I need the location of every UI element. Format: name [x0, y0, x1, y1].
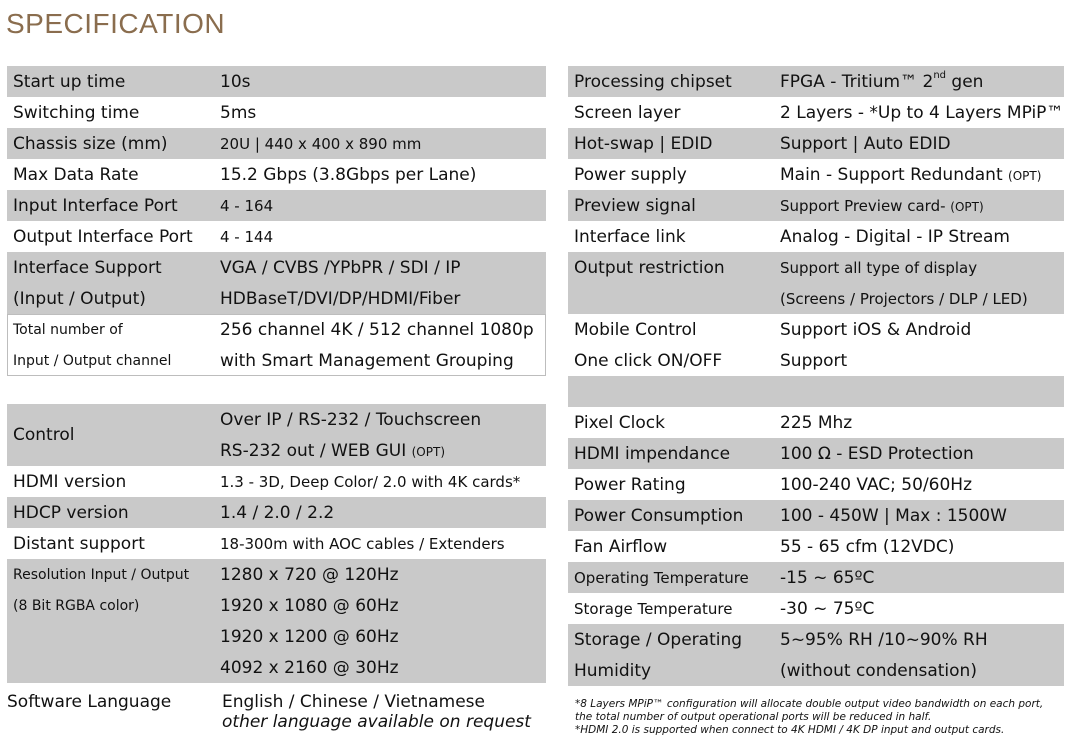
spec-value: Over IP / RS-232 / Touchscreen	[214, 404, 546, 435]
table-row	[7, 190, 546, 221]
spec-label: Max Data Rate	[7, 159, 214, 190]
spec-label: HDMI version	[7, 466, 214, 497]
table-row	[568, 500, 1064, 531]
spec-value: 2 Layers - *Up to 4 Layers MPiP™	[774, 97, 1064, 128]
spec-label: HDMI impendance	[568, 438, 774, 469]
table-row	[568, 190, 1064, 221]
table-row	[7, 283, 546, 314]
table-row	[568, 624, 1064, 655]
footnote: the total number of output operational ports will be reduced in half.	[575, 711, 932, 723]
table-row	[7, 528, 546, 559]
spec-value: (without condensation)	[774, 655, 1064, 686]
spec-label: Storage / Operating	[568, 624, 774, 655]
footnote: *HDMI 2.0 is supported when connect to 4K HDMI / 4K DP input and output cards.	[575, 724, 1005, 736]
spec-label: Chassis size (mm)	[7, 128, 214, 159]
table-row	[568, 159, 1064, 190]
spec-value: 1280 x 720 @ 120Hz	[214, 559, 546, 590]
spec-label: Mobile Control	[568, 314, 774, 345]
opt-tag: (OPT)	[411, 444, 445, 459]
spec-label: Input / Output channel	[7, 345, 214, 376]
spec-label: Start up time	[7, 66, 214, 97]
spec-value: 1.4 / 2.0 / 2.2	[214, 497, 546, 528]
spec-value: 100-240 VAC; 50/60Hz	[774, 469, 1064, 500]
table-row	[7, 590, 546, 621]
spec-value: 20U | 440 x 400 x 890 mm	[214, 128, 546, 159]
spec-value: 5ms	[214, 97, 546, 128]
spec-label: Input Interface Port	[7, 190, 214, 221]
spec-label: Hot-swap | EDID	[568, 128, 774, 159]
spec-value: 225 Mhz	[774, 407, 1064, 438]
spec-table-right	[568, 66, 1064, 686]
table-row	[568, 252, 1064, 283]
spec-value: -30 ~ 75ºC	[774, 593, 1064, 624]
spec-value: Support all type of display	[774, 252, 1064, 283]
table-row	[7, 404, 546, 435]
table-row	[568, 562, 1064, 593]
spec-label: Interface link	[568, 221, 774, 252]
spec-label: HDCP version	[7, 497, 214, 528]
table-row	[568, 593, 1064, 624]
table-row	[7, 97, 546, 128]
spec-value: 4 - 164	[214, 190, 546, 221]
table-row	[568, 128, 1064, 159]
table-row	[7, 559, 546, 590]
spec-value: 5~95% RH /10~90% RH	[774, 624, 1064, 655]
spec-value: (Screens / Projectors / DLP / LED)	[774, 283, 1064, 314]
spec-label: Distant support	[7, 528, 214, 559]
spec-value	[774, 159, 1064, 190]
chip-value: FPGA - Tritium™ 2	[780, 71, 934, 92]
chip-sup: nd	[933, 69, 947, 81]
table-row	[568, 531, 1064, 562]
spec-label: Fan Airflow	[568, 531, 774, 562]
table-row	[568, 376, 1064, 407]
table-row	[7, 621, 546, 652]
highlight-box	[7, 314, 546, 376]
spec-label: Control	[7, 404, 214, 466]
spec-label: Switching time	[7, 97, 214, 128]
table-row	[568, 655, 1064, 686]
spec-value: Analog - Digital - IP Stream	[774, 221, 1064, 252]
table-row	[568, 438, 1064, 469]
table-row	[568, 66, 1064, 97]
spec-label: Software Language	[7, 692, 172, 712]
spec-value: English / Chinese / Vietnamese	[222, 692, 486, 712]
spec-label: Power supply	[568, 159, 774, 190]
spec-value-note: other language available on request	[222, 712, 531, 732]
spec-value: 256 channel 4K / 512 channel 1080p	[214, 314, 546, 345]
spec-value: 10s	[214, 66, 546, 97]
table-row	[568, 345, 1064, 376]
table-row	[7, 66, 546, 97]
spec-label: (8 Bit RGBA color)	[7, 590, 214, 621]
footnotes	[575, 698, 1055, 737]
spec-label: Pixel Clock	[568, 407, 774, 438]
spec-value	[774, 190, 1064, 221]
spec-label: Screen layer	[568, 97, 774, 128]
spec-value: HDBaseT/DVI/DP/HDMI/Fiber	[214, 283, 546, 314]
spec-value: Support	[774, 345, 1064, 376]
spec-value: 1.3 - 3D, Deep Color/ 2.0 with 4K cards*	[214, 466, 546, 497]
table-row	[7, 159, 546, 190]
spec-value	[774, 66, 1064, 97]
spec-label: Resolution Input / Output	[7, 559, 214, 590]
spec-value: 4092 x 2160 @ 30Hz	[214, 652, 546, 683]
table-row	[568, 97, 1064, 128]
table-row	[568, 314, 1064, 345]
spec-label: Storage Temperature	[568, 593, 774, 624]
spec-value: 55 - 65 cfm (12VDC)	[774, 531, 1064, 562]
spec-label: (Input / Output)	[7, 283, 214, 314]
table-row	[7, 652, 546, 683]
table-row	[7, 221, 546, 252]
spec-label: One click ON/OFF	[568, 345, 774, 376]
spec-value: 4 - 144	[214, 221, 546, 252]
spec-value: 100 Ω - ESD Protection	[774, 438, 1064, 469]
opt-tag: (OPT)	[950, 199, 984, 214]
spec-label: Humidity	[568, 655, 774, 686]
table-row	[7, 466, 546, 497]
spec-table-left-bottom	[7, 404, 546, 683]
preview-value: Support Preview card-	[780, 196, 951, 215]
spec-label: Total number of	[7, 314, 214, 345]
spec-value: 18-300m with AOC cables / Extenders	[214, 528, 546, 559]
table-row	[7, 497, 546, 528]
table-row	[568, 283, 1064, 314]
spec-value: 15.2 Gbps (3.8Gbps per Lane)	[214, 159, 546, 190]
spec-label: Processing chipset	[568, 66, 774, 97]
spec-label: Preview signal	[568, 190, 774, 221]
chip-value-b: gen	[946, 71, 984, 92]
spec-value: -15 ~ 65ºC	[774, 562, 1064, 593]
spec-value: Support | Auto EDID	[774, 128, 1064, 159]
opt-tag: (OPT)	[1008, 168, 1042, 183]
power-value: Main - Support Redundant	[780, 164, 1009, 185]
spec-label: Power Consumption	[568, 500, 774, 531]
page-title: SPECIFICATION	[6, 8, 226, 39]
spec-value: 100 - 450W | Max : 1500W	[774, 500, 1064, 531]
control-value-2: RS-232 out / WEB GUI	[220, 440, 407, 461]
table-row	[7, 252, 546, 283]
spec-label: Output restriction	[568, 252, 774, 283]
spec-value: VGA / CVBS /YPbPR / SDI / IP	[214, 252, 546, 283]
table-row	[7, 128, 546, 159]
spec-label: Operating Temperature	[568, 562, 774, 593]
table-row	[568, 407, 1064, 438]
footnote: *8 Layers MPiP™ configuration will allocate double output video bandwidth on each port,	[575, 698, 1044, 710]
spec-label: Interface Support	[7, 252, 214, 283]
spec-label: Power Rating	[568, 469, 774, 500]
spec-value: with Smart Management Grouping	[214, 345, 546, 376]
table-row	[568, 469, 1064, 500]
spec-value	[214, 435, 546, 466]
spec-value: 1920 x 1200 @ 60Hz	[214, 621, 546, 652]
table-row	[568, 221, 1064, 252]
spec-value: Support iOS & Android	[774, 314, 1064, 345]
spec-value: 1920 x 1080 @ 60Hz	[214, 590, 546, 621]
spec-label: Output Interface Port	[7, 221, 214, 252]
